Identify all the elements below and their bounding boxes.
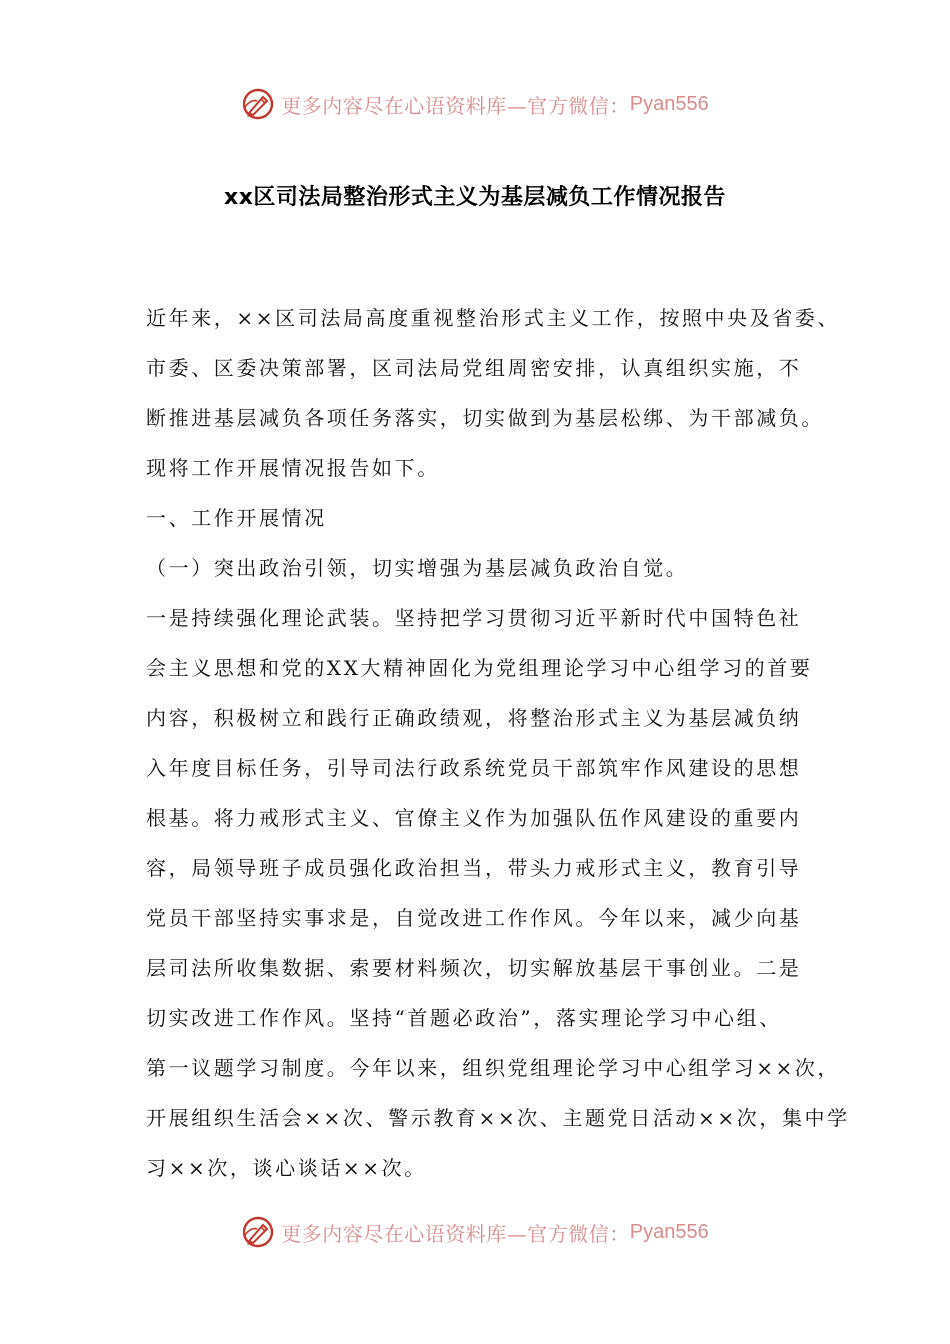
body-line: 习××次，谈心谈话××次。 — [146, 1156, 427, 1180]
section-heading: 一、工作开展情况 — [146, 506, 327, 530]
document-title: xx区司法局整治形式主义为基层减负工作情况报告 — [224, 185, 726, 210]
body-line: 切实改进工作作风。坚持“首题必政治”，落实理论学习中心组、 — [146, 1006, 782, 1030]
watermark-banner-top — [0, 84, 950, 124]
body-line: 市委、区委决策部署，区司法局党组周密安排，认真组织实施，不 — [146, 356, 802, 380]
body-line: 党员干部坚持实事求是，自觉改进工作作风。今年以来，减少向基 — [146, 906, 802, 930]
body-line: 根基。将力戒形式主义、官僚主义作为加强队伍作风建设的重要内 — [146, 806, 802, 830]
body-line: 一是持续强化理论武装。坚持把学习贯彻习近平新时代中国特色社 — [146, 606, 802, 630]
pen-nib-logo-icon — [241, 87, 275, 121]
body-line: 层司法所收集数据、索要材料频次，切实解放基层干事创业。二是 — [146, 956, 802, 980]
body-line: 容，局领导班子成员强化政治担当，带头力戒形式主义，教育引导 — [146, 856, 802, 880]
watermark-wechat-id: Pyan556 — [629, 92, 709, 115]
body-line: 会主义思想和党的XX大精神固化为党组理论学习中心组学习的首要 — [146, 656, 813, 680]
body-line: 内容，积极树立和践行正确政绩观，将整治形式主义为基层减负纳 — [146, 706, 802, 730]
watermark-wechat-id: Pyan556 — [629, 1220, 709, 1243]
subsection-heading: （一）突出政治引领，切实增强为基层减负政治自觉。 — [146, 556, 689, 580]
pen-nib-logo-icon — [241, 1215, 275, 1249]
watermark-text: 更多内容尽在心语资料库—官方微信： — [281, 93, 630, 118]
body-line: 现将工作开展情况报告如下。 — [146, 456, 440, 480]
watermark-banner-bottom — [0, 1212, 950, 1252]
body-line: 断推进基层减负各项任务落实，切实做到为基层松绑、为干部减负。 — [146, 406, 824, 430]
body-line: 入年度目标任务，引导司法行政系统党员干部筑牢作风建设的思想 — [146, 756, 802, 780]
body-line: 第一议题学习制度。今年以来，组织党组理论学习中心组学习××次， — [146, 1056, 841, 1080]
body-line: 开展组织生活会××次、警示教育××次、主题党日活动××次，集中学 — [146, 1106, 850, 1130]
body-line: 近年来，××区司法局高度重视整治形式主义工作，按照中央及省委、 — [146, 306, 841, 330]
watermark-text: 更多内容尽在心语资料库—官方微信： — [281, 1221, 630, 1246]
document-body — [146, 293, 850, 1193]
